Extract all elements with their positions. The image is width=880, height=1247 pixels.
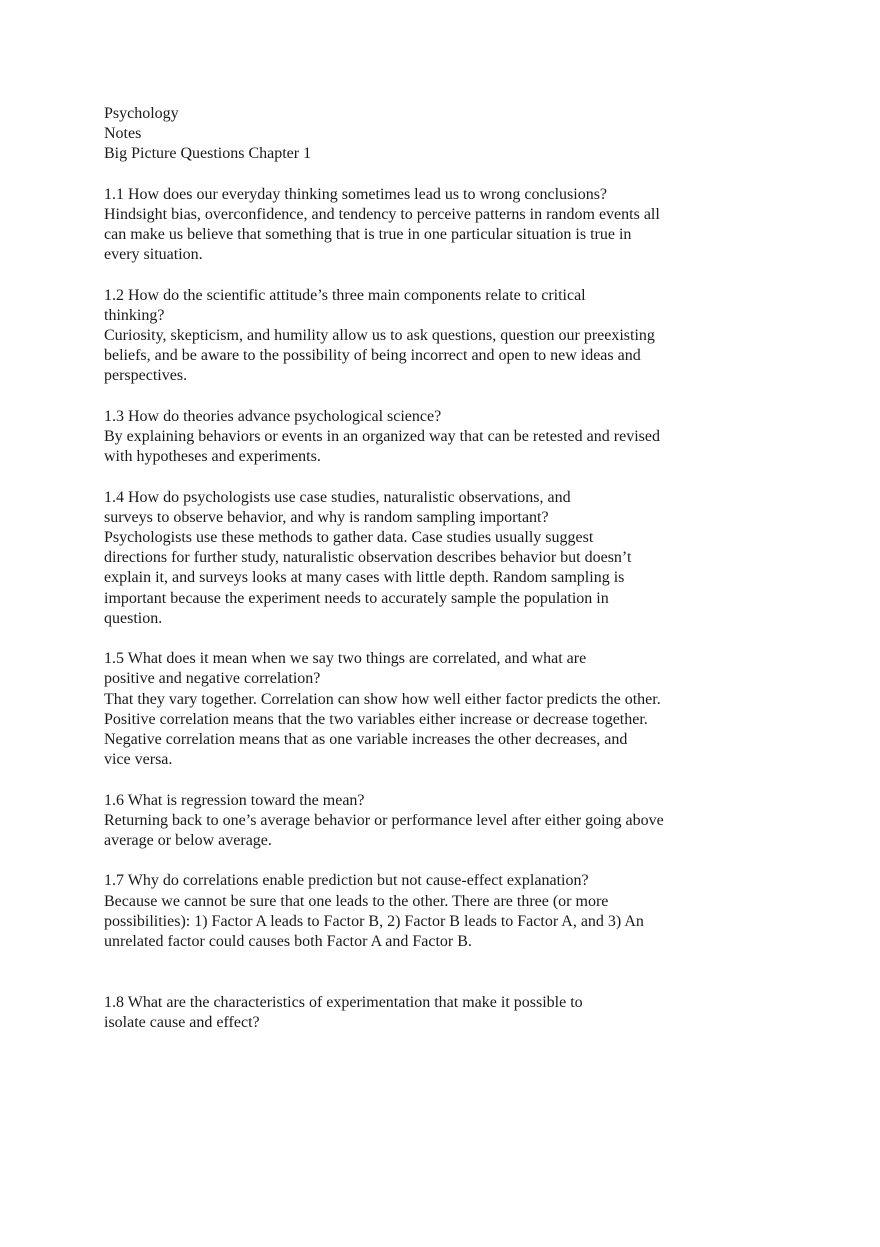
question-text: 1.5 What does it mean when we say two things are correlated, and what are xyxy=(104,650,587,668)
answer-text: vice versa. xyxy=(104,751,173,769)
subject-line: Psychology xyxy=(104,105,179,122)
question-text: 1.6 What is regression toward the mean? xyxy=(104,791,365,809)
question-text: 1.1 How does our everyday thinking sometimes lead us to wrong conclusions? xyxy=(104,185,608,203)
question-text: surveys to observe behavior, and why is random sampling important? xyxy=(104,508,549,526)
section-1-6 xyxy=(104,791,720,852)
section-1-7 xyxy=(104,871,720,952)
answer-text: question. xyxy=(104,609,163,627)
section-1-2 xyxy=(104,286,720,387)
question-text: positive and negative correlation? xyxy=(104,670,321,688)
answer-text: directions for further study, naturalistic observation describes behavior but doesn’t xyxy=(104,549,632,567)
answer-text: every situation. xyxy=(104,246,203,264)
question-text: isolate cause and effect? xyxy=(104,1013,260,1031)
section-1-4 xyxy=(104,488,720,629)
answer-text: Negative correlation means that as one variable increases the other decreases, and xyxy=(104,731,628,749)
answer-text: average or below average. xyxy=(104,832,272,850)
question-text: 1.7 Why do correlations enable prediction but not cause-effect explanation? xyxy=(104,872,589,890)
section-1-3 xyxy=(104,407,720,468)
answer-text: beliefs, and be aware to the possibility of being incorrect and open to new ideas and xyxy=(104,347,641,365)
section-1-5 xyxy=(104,649,720,770)
notes-line: Notes xyxy=(104,125,142,143)
chapter-title: Big Picture Questions Chapter 1 xyxy=(104,145,312,163)
question-text: 1.2 How do the scientific attitude’s three main components relate to critical xyxy=(104,286,586,304)
answer-text: Returning back to one’s average behavior or performance level after either going above xyxy=(104,811,664,829)
answer-text: explain it, and surveys looks at many cases with little depth. Random sampling is xyxy=(104,569,625,587)
section-1-1 xyxy=(104,185,720,266)
answer-text: Curiosity, skepticism, and humility allow us to ask questions, question our preexisting xyxy=(104,327,655,345)
document-header xyxy=(104,104,720,165)
answer-text: By explaining behaviors or events in an organized way that can be retested and revised xyxy=(104,428,660,446)
question-text: thinking? xyxy=(104,306,165,324)
answer-text: Psychologists use these methods to gather data. Case studies usually suggest xyxy=(104,529,594,547)
answer-text: Hindsight bias, overconfidence, and tendency to perceive patterns in random events all xyxy=(104,205,660,223)
question-text: 1.3 How do theories advance psychological science? xyxy=(104,407,442,425)
question-text: 1.4 How do psychologists use case studies, naturalistic observations, and xyxy=(104,488,571,506)
answer-text: Positive correlation means that the two variables either increase or decrease together. xyxy=(104,710,648,728)
answer-text: That they vary together. Correlation can show how well either factor predicts the other. xyxy=(104,690,661,708)
answer-text: perspectives. xyxy=(104,367,188,385)
section-1-8 xyxy=(104,993,720,1033)
answer-text: Because we cannot be sure that one leads to the other. There are three (or more xyxy=(104,892,609,910)
answer-text: with hypotheses and experiments. xyxy=(104,448,321,466)
answer-text: important because the experiment needs to accurately sample the population in xyxy=(104,589,609,607)
question-text: 1.8 What are the characteristics of experimentation that make it possible to xyxy=(104,993,583,1011)
answer-text: can make us believe that something that is true in one particular situation is true in xyxy=(104,226,632,244)
answer-text: possibilities): 1) Factor A leads to Factor B, 2) Factor B leads to Factor A, and 3) An xyxy=(104,912,644,930)
answer-text: unrelated factor could causes both Factor A and Factor B. xyxy=(104,933,472,951)
